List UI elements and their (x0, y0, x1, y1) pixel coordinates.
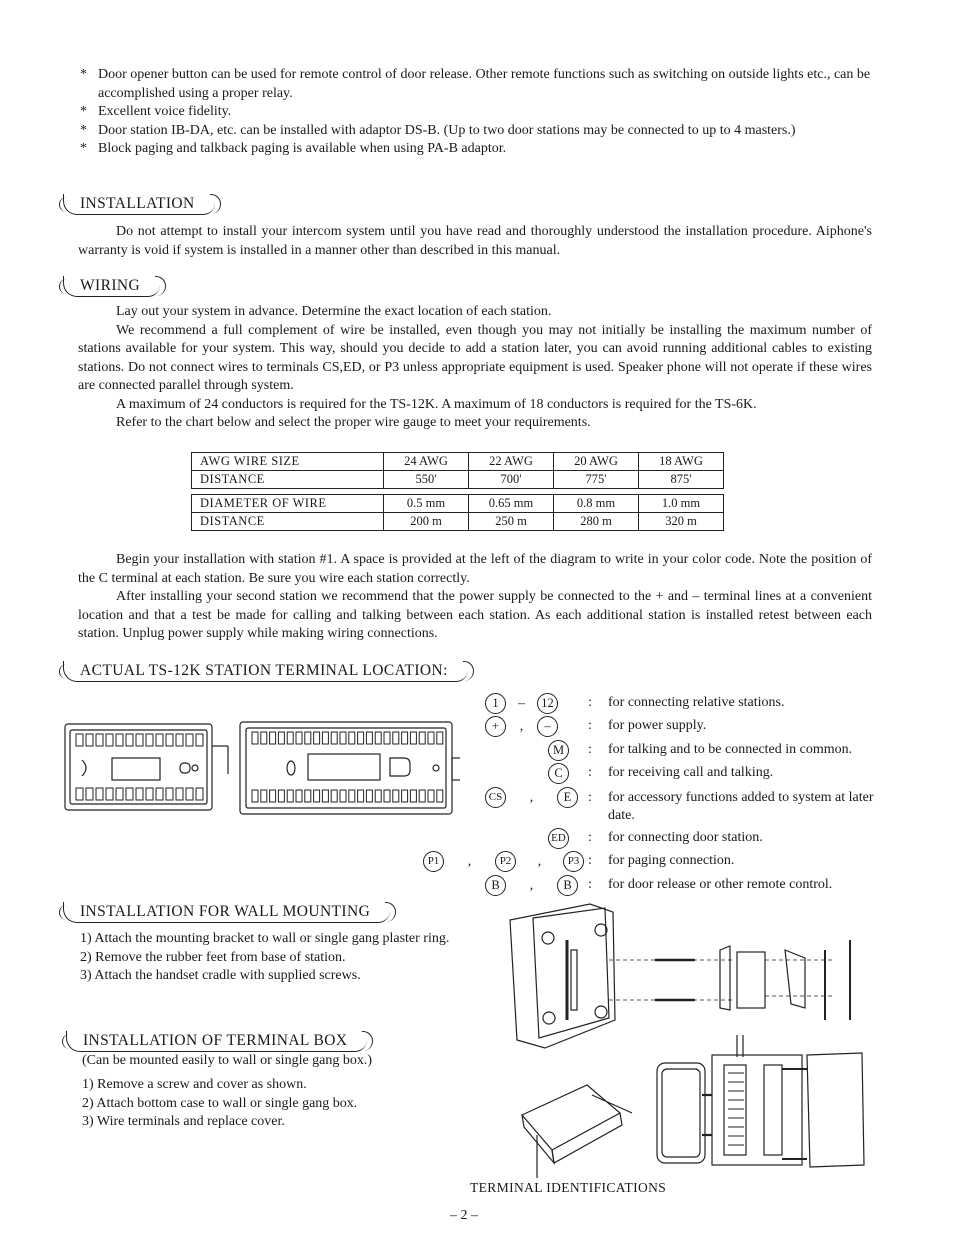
terminal-screw (322, 732, 328, 744)
terminal-screw (331, 732, 337, 744)
legend-desc (588, 694, 898, 712)
terminal-symbol: P3 (563, 851, 584, 872)
legend-colon: : (588, 695, 592, 710)
legend-desc-text: for door release or other remote control. (608, 877, 833, 892)
legend-desc (588, 852, 898, 870)
terminal-screw (86, 788, 93, 800)
terminal-screw (136, 788, 143, 800)
legend-separator: , (529, 789, 534, 805)
table-cell: 250 m (469, 513, 554, 531)
terminal-screw (419, 790, 425, 802)
terminal-screw (402, 790, 408, 802)
legend-separator: , (537, 853, 542, 869)
terminal-box-steps (82, 1076, 442, 1132)
terminal-symbol: E (557, 787, 578, 808)
legend-desc (588, 741, 898, 759)
begin-paragraph: After installing your second station we recommend that the power supply be connected to the + and – terminal lines at a convenient location and that a test be made for calling and talking between each station. As each additional station is installed retest between each station. Unplug power supply while making wiring connections. (78, 589, 872, 641)
terminal-symbol: + (485, 716, 506, 737)
terminal-box-heading: INSTALLATION OF TERMINAL BOX (66, 1031, 367, 1052)
terminal-screw (305, 732, 311, 744)
table-cell: DIAMETER OF WIRE (192, 495, 384, 513)
bullet-mark: * (80, 122, 87, 138)
legend-separator: , (467, 853, 472, 869)
terminal-screw (358, 790, 364, 802)
terminal-screw (270, 732, 276, 744)
list-item: 2) Remove the rubber feet from base of station. (80, 949, 346, 965)
terminal-screw (296, 790, 302, 802)
terminal-screw (96, 734, 103, 746)
bullet-item (78, 66, 878, 103)
table-row (192, 453, 724, 471)
legend-colon: : (588, 718, 592, 733)
terminal-screw (437, 732, 443, 744)
terminal-screw (126, 788, 133, 800)
table-cell: 280 m (554, 513, 639, 531)
terminal-screw (116, 788, 123, 800)
terminal-screw (340, 732, 346, 744)
legend-desc-text: for receiving call and talking. (608, 765, 774, 780)
legend-desc (588, 876, 898, 894)
terminal-symbol: P2 (495, 851, 516, 872)
terminal-screw (384, 790, 390, 802)
legend-desc-text: for connecting door station. (608, 830, 763, 845)
legend-desc-text: for connecting relative stations. (608, 695, 785, 710)
table-cell: 1.0 mm (639, 495, 724, 513)
terminal-symbol: 12 (537, 693, 558, 714)
terminal-screw (76, 734, 83, 746)
terminal-screw (278, 790, 284, 802)
legend-row (548, 763, 569, 784)
legend-row (485, 716, 558, 737)
table-cell: 22 AWG (469, 453, 554, 471)
terminal-symbol: 1 (485, 693, 506, 714)
wall-mount-illustration (505, 900, 865, 1050)
terminal-screw (146, 788, 153, 800)
installation-text: Do not attempt to install your intercom system until you have read and thoroughly understood the installation procedure. Aiphone's warranty is void if system is installed in a manner other than described in this manual. (78, 224, 872, 258)
table-row (192, 495, 724, 513)
terminal-symbol: CS (485, 787, 506, 808)
terminal-screw (270, 790, 276, 802)
diameter-table (191, 494, 724, 531)
list-item: 2) Attach bottom case to wall or single gang box. (82, 1095, 358, 1111)
terminal-screw (116, 734, 123, 746)
wiring-text (78, 303, 872, 433)
terminal-symbol: – (537, 716, 558, 737)
terminal-screw (331, 790, 337, 802)
table-cell: 700' (469, 471, 554, 489)
terminal-screw (393, 732, 399, 744)
legend-colon: : (588, 790, 592, 805)
terminal-screw (375, 790, 381, 802)
table-cell: 0.5 mm (384, 495, 469, 513)
bullet-text: Door station IB-DA, etc. can be installed with adaptor DS-B. (Up to two door stations may be connected to up to 4 masters.) (98, 122, 796, 138)
table-cell: 0.8 mm (554, 495, 639, 513)
installation-heading: INSTALLATION (63, 194, 215, 215)
terminal-screw (349, 732, 355, 744)
terminal-screw (375, 732, 381, 744)
terminal-screw (358, 732, 364, 744)
terminal-screw (410, 790, 416, 802)
legend-separator: , (529, 877, 534, 893)
figure-caption: TERMINAL IDENTIFICATIONS (470, 1180, 667, 1195)
legend-desc-text: for power supply. (608, 718, 707, 733)
awg-table (191, 452, 724, 489)
terminal-screw (278, 732, 284, 744)
terminal-box-note: (Can be mounted easily to wall or single gang box.) (82, 1053, 373, 1068)
terminal-screw (437, 790, 443, 802)
legend-colon: : (588, 830, 592, 845)
terminal-screw (305, 790, 311, 802)
wiring-paragraph: Lay out your system in advance. Determine the exact location of each station. (116, 304, 552, 319)
terminal-screw (96, 788, 103, 800)
terminal-screw (176, 788, 183, 800)
terminal-screw (186, 788, 193, 800)
terminal-screw (136, 734, 143, 746)
table-cell: 875' (639, 471, 724, 489)
terminal-screw (166, 788, 173, 800)
wall-mounting-heading: INSTALLATION FOR WALL MOUNTING (63, 902, 390, 923)
legend-colon: : (588, 877, 592, 892)
terminal-screw (261, 732, 267, 744)
legend-separator: – (518, 695, 525, 711)
terminal-screw (366, 732, 372, 744)
table-cell: 550' (384, 471, 469, 489)
table-cell: 775' (554, 471, 639, 489)
terminal-screw (419, 732, 425, 744)
legend-colon: : (588, 765, 592, 780)
terminal-screw (384, 732, 390, 744)
terminal-screw (296, 732, 302, 744)
table-cell: 200 m (384, 513, 469, 531)
bullet-mark: * (80, 141, 87, 156)
legend-colon: : (588, 742, 592, 757)
page-number: – 2 – (450, 1208, 478, 1223)
terminal-screw (410, 732, 416, 744)
legend-separator: , (519, 718, 524, 734)
table-cell: 320 m (639, 513, 724, 531)
legend-colon: : (588, 853, 592, 868)
table-cell: DISTANCE (192, 513, 384, 531)
terminal-screw (252, 732, 258, 744)
terminal-screw (146, 734, 153, 746)
table-cell: 18 AWG (639, 453, 724, 471)
terminal-screw (366, 790, 372, 802)
terminal-screw (86, 734, 93, 746)
legend-desc (588, 764, 898, 782)
terminal-screw (340, 790, 346, 802)
terminal-screw (176, 734, 183, 746)
bullet-item (78, 122, 878, 141)
legend-row (423, 851, 584, 872)
terminal-screw (428, 790, 434, 802)
legend-desc-text: for paging connection. (608, 853, 735, 868)
begin-text (78, 551, 872, 644)
terminal-symbol: B (485, 875, 506, 896)
feature-bullets (78, 66, 878, 159)
legend-desc-text: for accessory functions added to system at later date. (608, 790, 874, 823)
wall-mounting-steps (80, 930, 480, 986)
table-row (192, 471, 724, 489)
terminal-screw (126, 734, 133, 746)
legend-desc (588, 829, 898, 847)
terminal-screw (428, 732, 434, 744)
terminal-screw (196, 788, 203, 800)
terminal-location-heading: ACTUAL TS-12K STATION TERMINAL LOCATION: (63, 661, 468, 682)
terminal-screw (287, 732, 293, 744)
terminal-symbol: C (548, 763, 569, 784)
terminal-screw (314, 732, 320, 744)
terminal-screw (402, 732, 408, 744)
terminal-screw (156, 788, 163, 800)
terminal-screw (287, 790, 293, 802)
terminal-screw (322, 790, 328, 802)
terminal-box-illustration (512, 1035, 872, 1185)
table-cell: 0.65 mm (469, 495, 554, 513)
begin-paragraph: Begin your installation with station #1. A space is provided at the left of the diagram to write in your color code. Note the position of the C terminal at each station. Be sure you wire each station correctly. (78, 552, 872, 586)
terminal-screw (106, 788, 113, 800)
bullet-text: Door opener button can be used for remote control of door release. Other remote functions such as switching on outside lights etc., can be accomplished using a proper relay. (98, 67, 871, 101)
terminal-screw (261, 790, 267, 802)
terminal-screw (252, 790, 258, 802)
terminal-screw (166, 734, 173, 746)
list-item: 1) Attach the mounting bracket to wall or single gang plaster ring. (80, 931, 450, 946)
list-item: 3) Wire terminals and replace cover. (82, 1114, 285, 1129)
terminal-screw (196, 734, 203, 746)
bullet-mark: * (80, 67, 87, 82)
legend-desc (588, 717, 898, 735)
table-cell: 24 AWG (384, 453, 469, 471)
terminal-screw (393, 790, 399, 802)
legend-row (485, 875, 578, 896)
legend-row (548, 740, 569, 761)
list-item: 3) Attach the handset cradle with supplied screws. (80, 968, 361, 983)
bullet-text: Block paging and talkback paging is available when using PA-B adaptor. (98, 141, 507, 156)
legend-desc-text: for talking and to be connected in common. (608, 742, 853, 757)
table-row (192, 513, 724, 531)
legend-desc (588, 789, 878, 823)
terminal-symbol: B (557, 875, 578, 896)
bullet-mark: * (80, 104, 87, 119)
legend-row (485, 787, 578, 808)
table-cell: 20 AWG (554, 453, 639, 471)
list-item: 1) Remove a screw and cover as shown. (82, 1077, 307, 1092)
wiring-heading: WIRING (63, 276, 160, 297)
wiring-paragraph: Refer to the chart below and select the proper wire gauge to meet your requirements. (116, 415, 591, 430)
terminal-symbol: M (548, 740, 569, 761)
terminal-symbol: P1 (423, 851, 444, 872)
bullet-text: Excellent voice fidelity. (98, 104, 232, 119)
wiring-paragraph: A maximum of 24 conductors is required for the TS-12K. A maximum of 18 conductors is required for the TS-6K. (116, 396, 757, 412)
terminal-board-diagram (60, 718, 470, 828)
terminal-screw (76, 788, 83, 800)
terminal-symbol: ED (548, 828, 569, 849)
bullet-item (78, 140, 878, 159)
table-cell: AWG WIRE SIZE (192, 453, 384, 471)
table-cell: DISTANCE (192, 471, 384, 489)
terminal-screw (349, 790, 355, 802)
terminal-screw (314, 790, 320, 802)
terminal-screw (186, 734, 193, 746)
legend-row (485, 693, 558, 714)
legend-row (548, 828, 569, 849)
terminal-screw (156, 734, 163, 746)
bullet-item (78, 103, 878, 122)
wiring-paragraph: We recommend a full complement of wire be installed, even though you may not initially be installing the maximum number of stations available for your system. This way, should you decide to add a station later, you can avoid running additional cables to existing stations. Do not connect wires to terminals CS,ED, or P3 unless appropriate equipment is used. Speaker phone will not operate if these wires are connected parallel through system. (78, 322, 872, 393)
terminal-screw (106, 734, 113, 746)
